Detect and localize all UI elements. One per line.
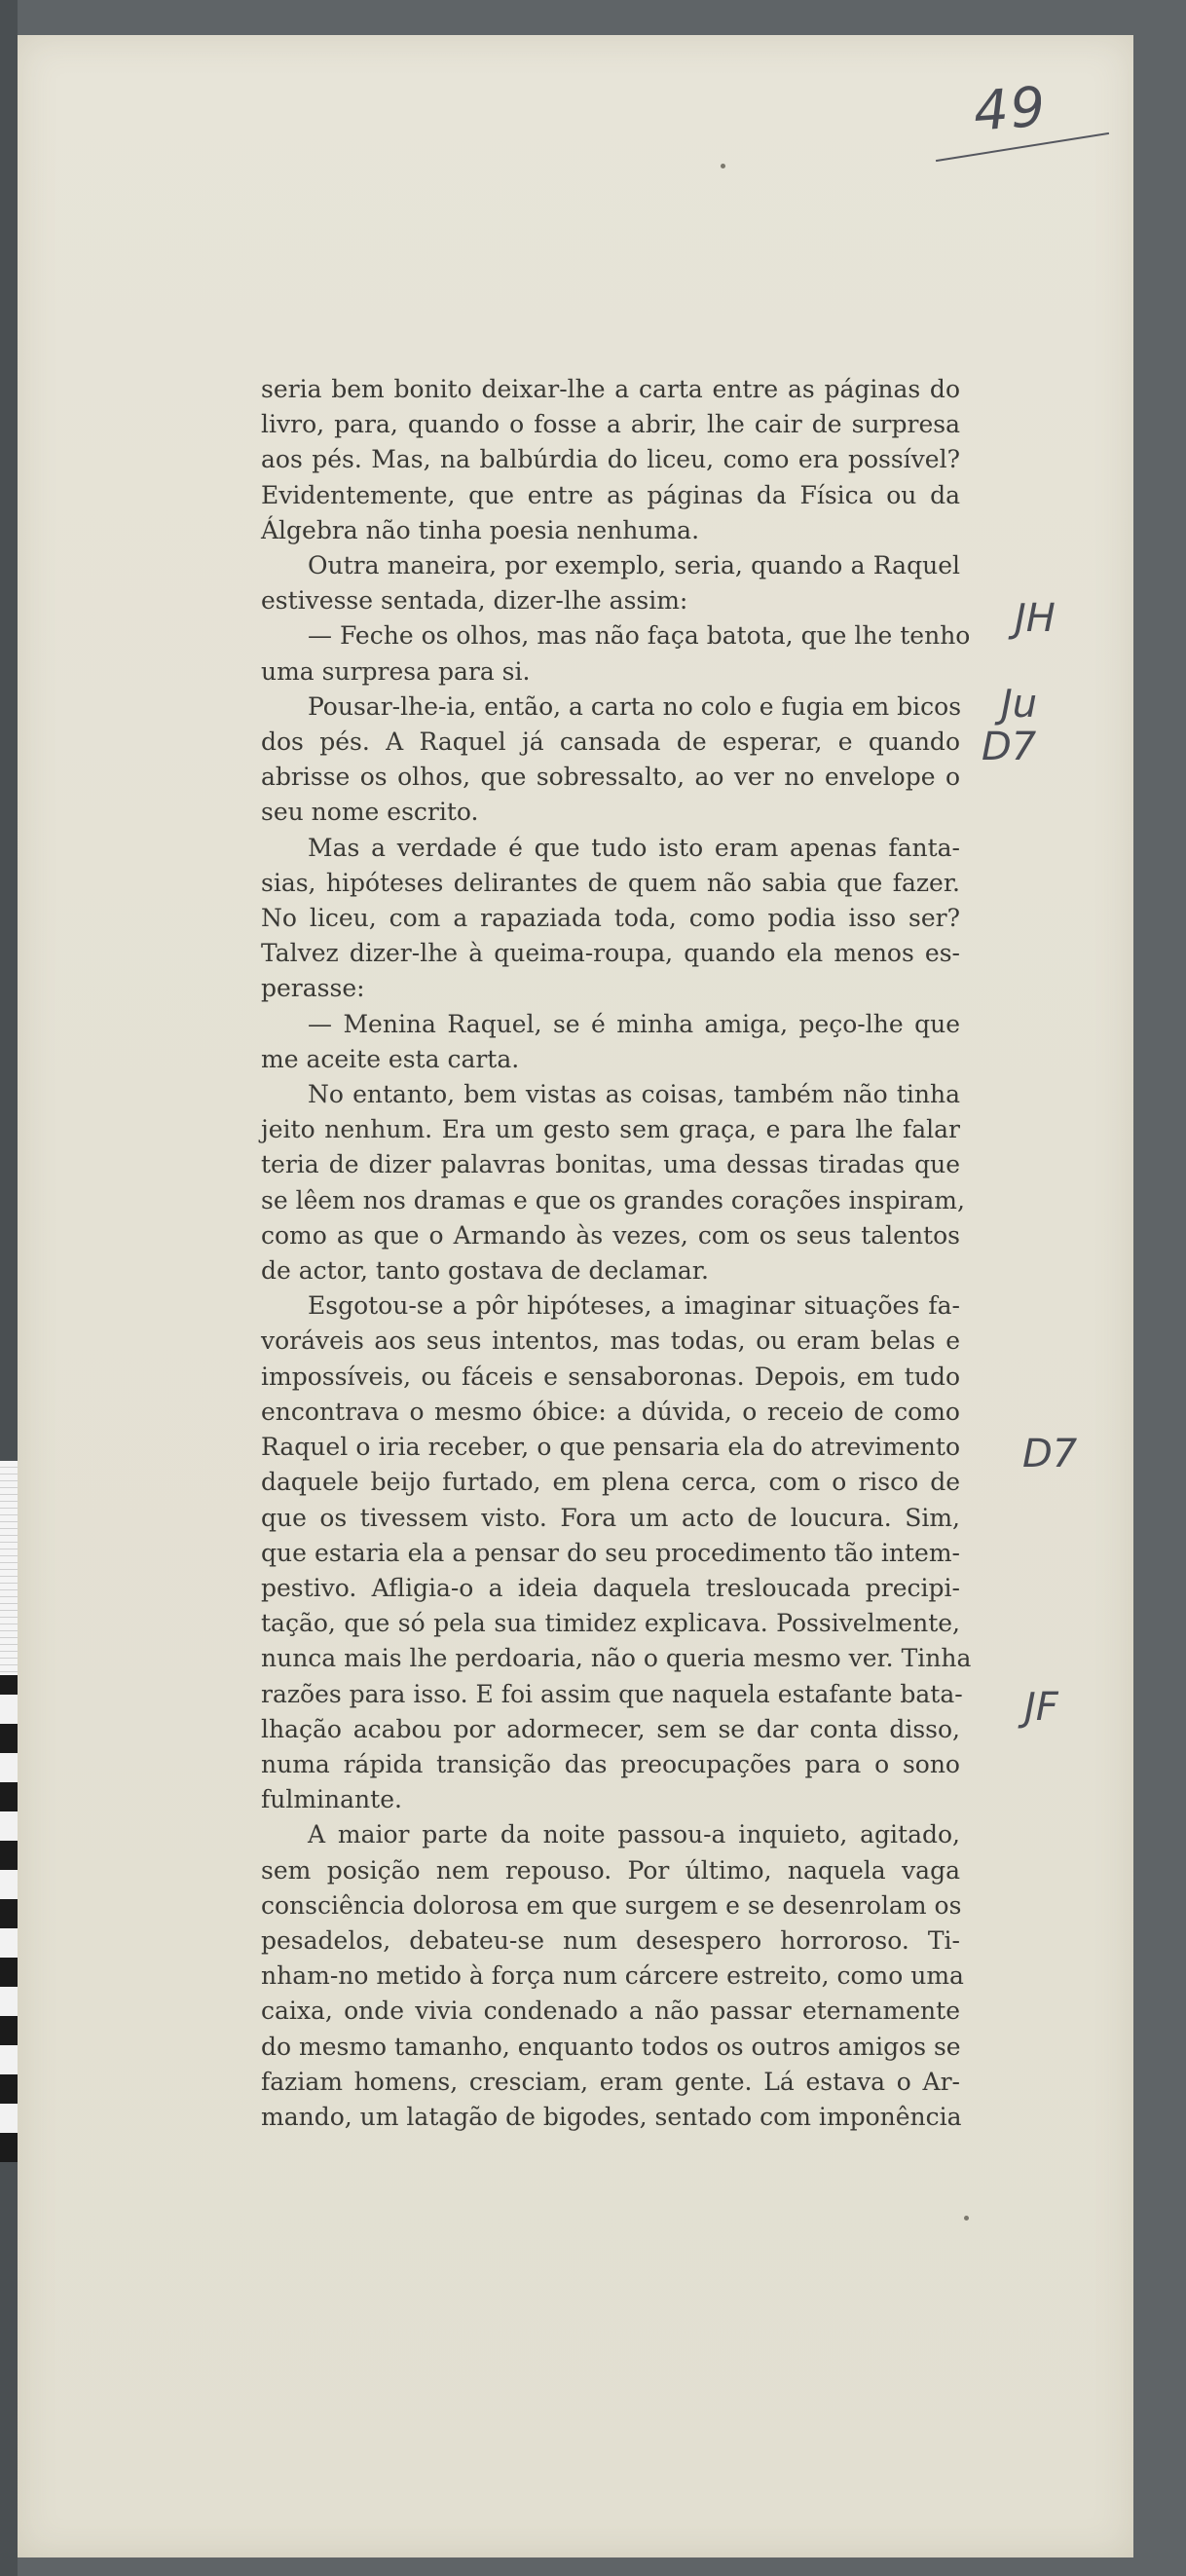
- text-line: dos pés. A Raquel já cansada de esperar, e quando: [261, 728, 960, 757]
- text-line: A maior parte da noite passou-a inquieto, agitado,: [308, 1820, 960, 1849]
- margin-note: D7: [1022, 1432, 1078, 1476]
- text-line: livro, para, quando o fosse a abrir, lhe cair de surpresa: [261, 410, 960, 439]
- text-line: caixa, onde vivia condenado a não passar eternamente: [261, 1997, 960, 2026]
- text-line: — Menina Raquel, se é minha amiga, peço-lhe que: [308, 1009, 960, 1038]
- text-line: lhação acabou por adormecer, sem se dar conta disso,: [261, 1714, 960, 1743]
- text-line: do mesmo tamanho, enquanto todos os outros amigos se: [261, 2032, 961, 2061]
- text-line: — Feche os olhos, mas não faça batota, que lhe tenho: [308, 621, 971, 651]
- margin-note: JH: [1015, 596, 1056, 641]
- text-line: pesadelos, debateu-se num desespero horroroso. Ti-: [261, 1925, 960, 1955]
- text-line: consciência dolorosa em que surgem e se desenrolam os: [261, 1890, 962, 1920]
- text-line: daquele beijo furtado, em plena cerca, com o risco de: [261, 1468, 960, 1497]
- text-line: impossíveis, ou fáceis e sensaboronas. Depois, em tudo: [261, 1362, 960, 1391]
- text-line: que estaria ela a pensar do seu procedimento tão intem-: [261, 1538, 960, 1567]
- text-line: Outra maneira, por exemplo, seria, quando a Raquel: [308, 551, 960, 580]
- text-line: tação, que só pela sua timidez explicava. Possivelmente,: [261, 1609, 960, 1638]
- text-line: estivesse sentada, dizer-lhe assim:: [261, 586, 688, 616]
- text-line: como as que o Armando às vezes, com os seus talentos: [261, 1220, 960, 1250]
- text-line: uma surpresa para si.: [261, 656, 531, 686]
- text-line: me aceite esta carta.: [261, 1044, 520, 1073]
- text-line: Raquel o iria receber, o que pensaria ela do atrevimento: [261, 1433, 960, 1462]
- text-line: nham-no metido à força num cárcere estreito, como uma: [261, 1961, 964, 1991]
- text-line: pestivo. Afligia-o a ideia daquela tresloucada precipi-: [261, 1573, 960, 1602]
- page-number: 49: [971, 75, 1050, 144]
- text-line: de actor, tanto gostava de declamar.: [261, 1256, 709, 1286]
- text-line: nunca mais lhe perdoaria, não o queria mesmo ver. Tinha: [261, 1644, 972, 1673]
- text-line: faziam homens, cresciam, eram gente. Lá estava o Ar-: [261, 2067, 960, 2096]
- text-line: Pousar-lhe-ia, então, a carta no colo e fugia em bicos: [308, 691, 962, 721]
- text-line: perasse:: [261, 974, 365, 1003]
- text-line: razões para isso. E foi assim que naquela estafante bata-: [261, 1679, 963, 1708]
- text-line: No liceu, com a rapaziada toda, como podia isso ser?: [261, 904, 960, 933]
- margin-note: Ju: [1001, 682, 1038, 727]
- text-line: teria de dizer palavras bonitas, uma dessas tiradas que: [261, 1150, 960, 1179]
- text-line: se lêem nos dramas e que os grandes corações inspiram,: [261, 1185, 965, 1214]
- text-line: seria bem bonito deixar-lhe a carta entre as páginas do: [261, 375, 960, 403]
- text-line: sias, hipóteses delirantes de quem não sabia que fazer.: [261, 868, 960, 897]
- text-line: Álgebra não tinha poesia nenhuma.: [261, 515, 700, 544]
- text-line: sem posição nem repouso. Por último, naquela vaga: [261, 1855, 960, 1885]
- paper-speck: [721, 164, 725, 168]
- text-line: jeito nenhum. Era um gesto sem graça, e para lhe falar: [261, 1115, 960, 1144]
- body-text: [261, 372, 972, 2135]
- text-line: fulminante.: [261, 1785, 402, 1814]
- text-line: Talvez dizer-lhe à queima-roupa, quando ela menos es-: [261, 939, 960, 968]
- text-line: numa rápida transição das preocupações para o sono: [261, 1749, 960, 1778]
- text-line: Esgotou-se a pôr hipóteses, a imaginar situações fa-: [308, 1291, 960, 1321]
- text-line: Evidentemente, que entre as páginas da Física ou da: [261, 480, 960, 509]
- text-line: abrisse os olhos, que sobressalto, ao ver no envelope o: [261, 763, 960, 792]
- margin-note: JF: [1024, 1685, 1058, 1730]
- text-line: Mas a verdade é que tudo isto eram apenas fanta-: [308, 833, 960, 862]
- text-line: aos pés. Mas, na balbúrdia do liceu, como era possível?: [261, 445, 960, 474]
- text-line: seu nome escrito.: [261, 798, 479, 827]
- text-line: voráveis aos seus intentos, mas todas, ou eram belas e: [261, 1326, 960, 1356]
- margin-note: D7: [982, 725, 1037, 769]
- text-line: mando, um latagão de bigodes, sentado com imponência: [261, 2102, 962, 2131]
- paper-speck: [964, 2216, 969, 2221]
- text-line: encontrava o mesmo óbice: a dúvida, o receio de como: [261, 1397, 960, 1426]
- text-line: que os tivessem visto. Fora um acto de loucura. Sim,: [261, 1503, 960, 1532]
- scanner-background: [0, 0, 18, 2576]
- text-line: No entanto, bem vistas as coisas, também não tinha: [308, 1080, 960, 1109]
